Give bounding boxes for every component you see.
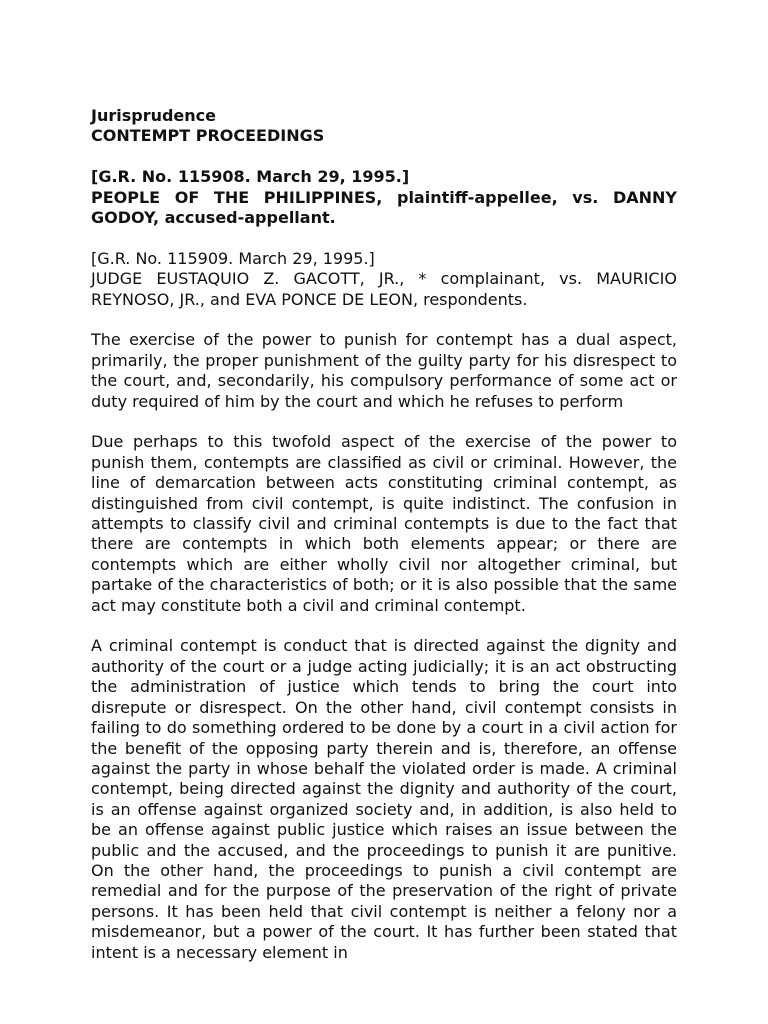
spacer bbox=[91, 147, 677, 167]
topic-heading: CONTEMPT PROCEEDINGS bbox=[91, 126, 325, 146]
case2-citation: [G.R. No. 115909. March 29, 1995.] bbox=[91, 248, 375, 268]
case1-parties: PEOPLE OF THE PHILIPPINES, plaintiff-appellee, vs. DANNY GODOY, accused-appellant. bbox=[91, 187, 677, 228]
section-heading: Jurisprudence bbox=[91, 106, 217, 125]
document-page bbox=[91, 106, 677, 963]
paragraph-1: The exercise of the power to punish for contempt has a dual aspect, primarily, the proper punishment of the guilty party for his disrespect to the court, and, secondarily, his compulsory performance of some act or duty required of him by the court and which he refuses to perform bbox=[91, 330, 677, 411]
spacer bbox=[91, 228, 677, 248]
case2-parties: JUDGE EUSTAQUIO Z. GACOTT, JR., * complainant, vs. MAURICIO REYNOSO, JR., and EVA PONCE DE LEON, respondents. bbox=[91, 269, 677, 309]
case1-citation: [G.R. No. 115908. March 29, 1995.] bbox=[91, 167, 410, 187]
paragraph-2: Due perhaps to this twofold aspect of the exercise of the power to punish them, contempts are classified as civil or criminal. However, the line of demarcation between acts constituting criminal contempt, as distinguished from civil contempt, is quite indistinct. The confusion in attempts to classify civil and criminal contempts is due to the fact that there are contempts in which both elements appear; or there are contempts which are either wholly civil nor altogether criminal, but partake of the characteristics of both; or it is also possible that the same act may constitute both a civil and criminal contempt. bbox=[91, 432, 677, 615]
paragraph-3: A criminal contempt is conduct that is directed against the dignity and authority of the court or a judge acting judicially; it is an act obstructing the administration of justice which tends to bring the court into disrepute or disrespect. On the other hand, civil contempt consists in failing to do something ordered to be done by a court in a civil action for the benefit of the opposing party therein and is, therefore, an offense against the party in whose behalf the violated order is made. A criminal contempt, being directed against the dignity and authority of the court, is an offense against organized society and, in addition, is also held to be an offense against public justice which raises an issue between the public and the accused, and the proceedings to punish it are punitive. On the other hand, the proceedings to punish a civil contempt are remedial and for the purpose of the preservation of the right of private persons. It has been held that civil contempt is neither a felony nor a misdemeanor, but a power of the court. It has further been stated that intent is a necessary element in bbox=[91, 636, 677, 962]
